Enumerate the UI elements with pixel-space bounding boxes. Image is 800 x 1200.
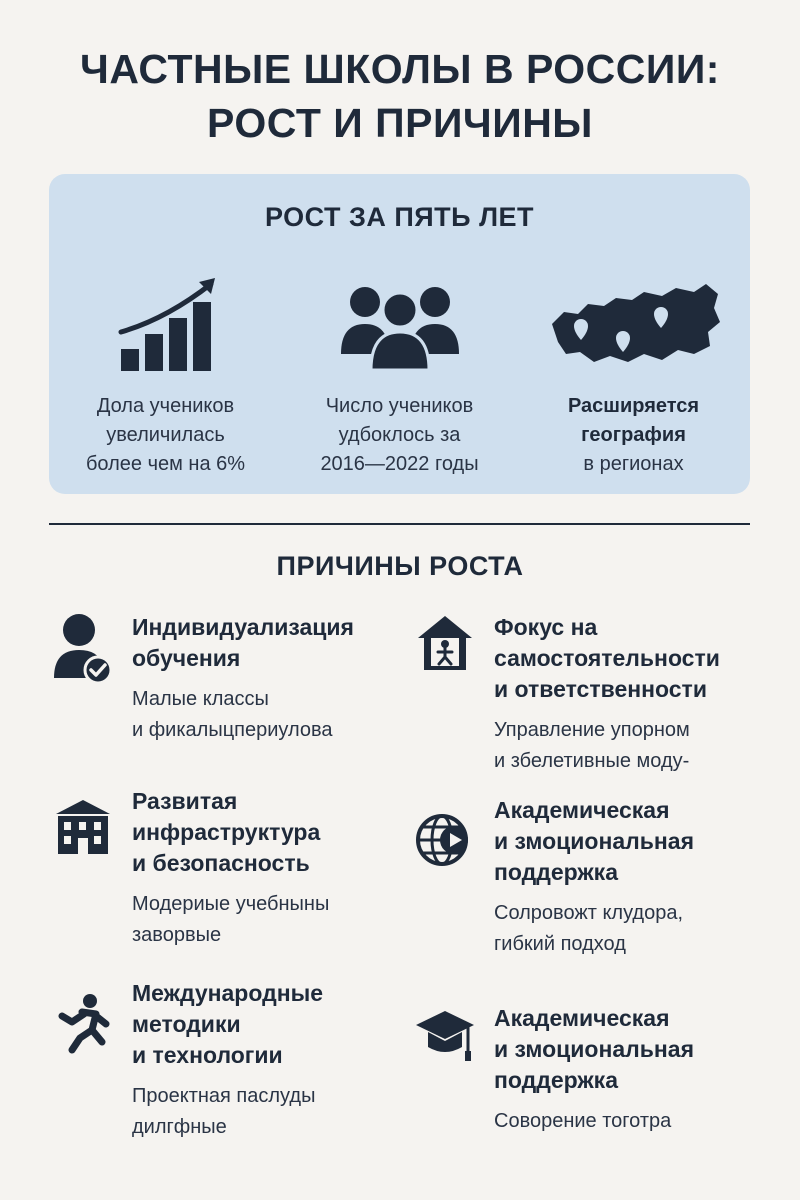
stat-share-line-2: увеличилась — [106, 424, 225, 446]
stat-count — [283, 264, 516, 479]
growth-panel — [49, 174, 750, 494]
reason-3-title-line-2: инфраструктура — [132, 819, 321, 845]
reason-3-desc-line-1: Модериые учебныны — [132, 893, 330, 915]
reason-2-title-line-3: и ответственности — [494, 676, 707, 702]
reason-1-desc-line-1: Малые классы — [132, 688, 269, 710]
page-title — [0, 42, 800, 150]
school-building-icon — [52, 796, 114, 858]
page-title-line-1: ЧАСТНЫЕ ШКОЛЫ В РОССИИ: — [80, 46, 720, 92]
people-group-icon — [335, 274, 465, 374]
russia-map-icon — [544, 274, 724, 374]
stat-share — [49, 264, 282, 479]
reason-5-title-line-2: методики — [132, 1011, 241, 1037]
stat-count-line-2: удбоклось за — [338, 424, 461, 446]
reason-international-methods — [52, 978, 392, 1143]
reason-1-desc-line-2: и фикалыцпериулова — [132, 719, 333, 741]
reason-2-desc-line-2: и збелетивные моду- — [494, 750, 690, 772]
reason-academic-support-2 — [414, 1003, 754, 1137]
stat-count-line-3: 2016—2022 годы — [320, 453, 479, 475]
reason-2-title-line-1: Фокус на — [494, 614, 598, 640]
reason-academic-support — [414, 795, 754, 960]
reason-2-desc-line-1: Управление упорном — [494, 719, 690, 741]
reason-4-title-line-3: поддержка — [494, 859, 618, 885]
stat-count-line-1: Число учеников — [325, 395, 474, 417]
reason-2-title-line-2: самостоятельности — [494, 645, 720, 671]
reason-3-desc-line-2: заворвые — [132, 924, 222, 946]
stat-geography-line-2: география — [581, 424, 686, 446]
stat-geography — [517, 264, 750, 479]
reason-4-title-line-1: Академическая — [494, 797, 670, 823]
reason-1-title-line-1: Индивидуализация — [132, 614, 354, 640]
stat-share-line-3: более чем на 6% — [85, 453, 246, 475]
stat-share-line-1: Дола учеников — [96, 395, 235, 417]
reason-independence — [414, 612, 754, 777]
growth-title: РОСТ ЗА ПЯТЬ ЛЕТ — [264, 202, 535, 232]
graduation-cap-icon — [414, 1005, 476, 1067]
running-person-icon — [52, 992, 114, 1054]
reason-6-desc-line-1: Соворение тоготра — [494, 1110, 672, 1132]
reason-4-desc-line-1: Солровожт клудора, — [494, 902, 684, 924]
reason-5-desc-line-1: Проектная паслуды — [132, 1085, 316, 1107]
reason-infrastructure — [52, 786, 392, 951]
reason-6-title-line-3: поддержка — [494, 1067, 618, 1093]
page-title-line-2: РОСТ И ПРИЧИНЫ — [207, 100, 593, 146]
reason-4-desc-line-2: гибкий подход — [494, 933, 626, 955]
globe-play-icon — [414, 809, 476, 871]
reason-5-title-line-1: Международные — [132, 980, 324, 1006]
user-check-icon — [52, 612, 114, 682]
stat-geography-line-1: Расширяется — [567, 395, 700, 417]
reason-6-title-line-1: Академическая — [494, 1005, 670, 1031]
reason-3-title-line-1: Развитая — [132, 788, 238, 814]
section-divider — [49, 523, 750, 525]
reason-1-title-line-2: обучения — [132, 645, 241, 671]
reason-6-title-line-2: и змоциональная — [494, 1036, 695, 1062]
reason-5-title-line-3: и технологии — [132, 1042, 283, 1068]
reasons-title: ПРИЧИНЫ РОСТА — [276, 551, 524, 581]
house-child-icon — [414, 612, 476, 674]
reason-3-title-line-3: и безопасность — [132, 850, 310, 876]
reason-4-title-line-2: и змоциональная — [494, 828, 695, 854]
stat-geography-line-3: в регионах — [583, 453, 684, 475]
reason-individualization — [52, 612, 352, 746]
reason-5-desc-line-2: дилгфные — [132, 1116, 227, 1138]
bar-chart-growth-icon — [111, 274, 221, 374]
